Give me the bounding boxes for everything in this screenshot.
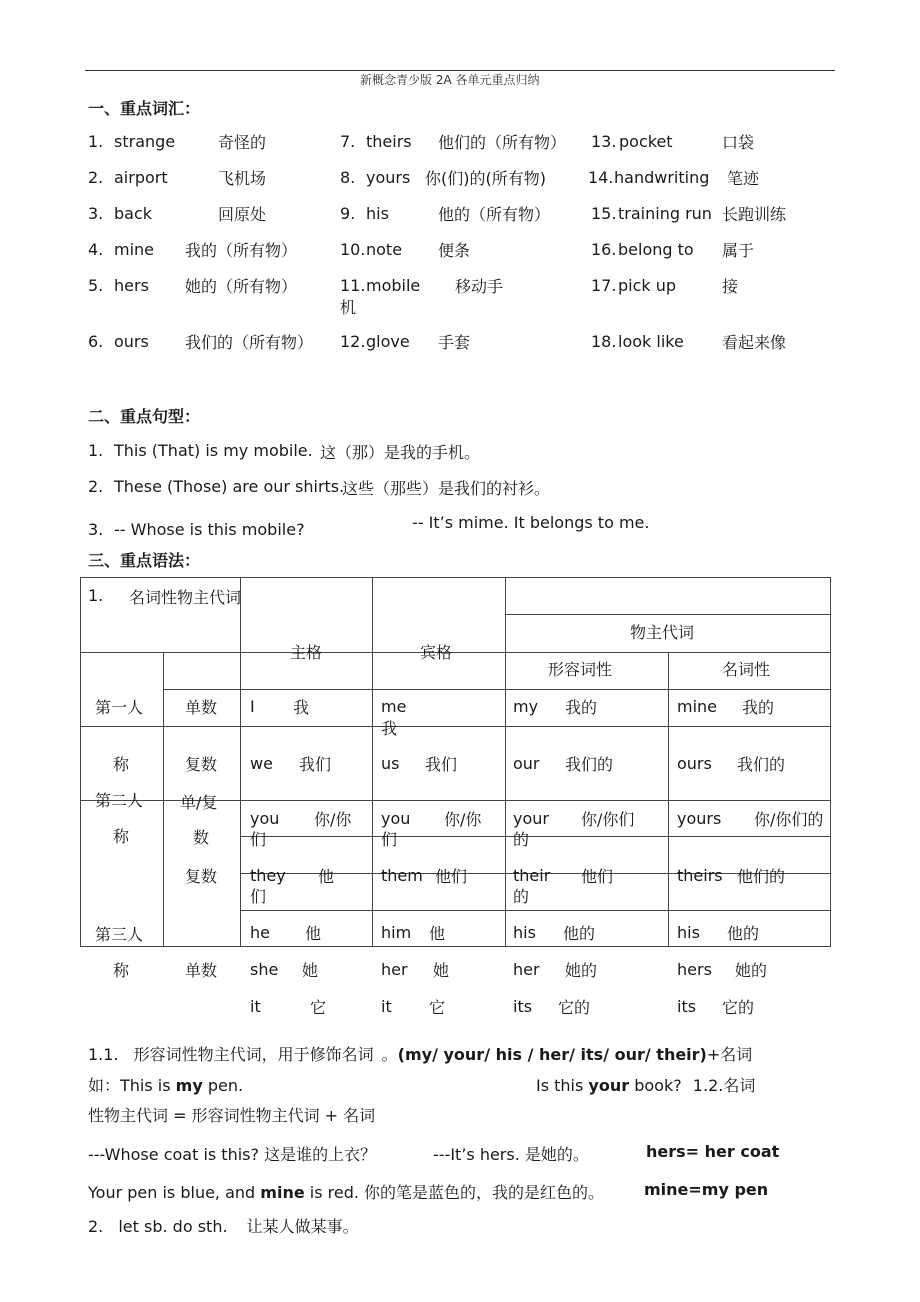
vocab-en: ours bbox=[114, 332, 149, 351]
vocab-en: glove bbox=[366, 332, 410, 351]
noun-en: yours bbox=[677, 809, 722, 828]
note-1-2-line2: 性物主代词 = 形容词性物主代词 + 名词 bbox=[88, 1106, 376, 1125]
object-zh: 我们 bbox=[425, 755, 458, 774]
object-en: us bbox=[381, 754, 400, 773]
adj-en: its bbox=[513, 997, 533, 1016]
vocab-en: pocket bbox=[619, 132, 673, 151]
subject-zh-wrap: 们 bbox=[250, 887, 267, 906]
vocab-en: yours bbox=[366, 168, 411, 187]
adj-zh: 她的 bbox=[565, 961, 598, 980]
header-subject: 主格 bbox=[290, 643, 323, 662]
table-caption: 名词性物主代词 bbox=[129, 588, 242, 607]
subject-en: he bbox=[250, 923, 270, 942]
example-2 bbox=[536, 1073, 755, 1096]
vocab-en: training run bbox=[618, 204, 712, 223]
object-zh-wrap: 们 bbox=[381, 830, 398, 849]
example-1-post: pen. bbox=[202, 1076, 244, 1095]
vocab-zh: 奇怪的 bbox=[218, 133, 267, 152]
noun-zh: 他们的 bbox=[737, 867, 786, 886]
vocab-en: theirs bbox=[366, 132, 412, 151]
subject-zh: 他 bbox=[318, 867, 335, 886]
person-second: 第二人 bbox=[95, 791, 144, 810]
noun-en: its bbox=[677, 997, 697, 1016]
adj-zh: 我的 bbox=[565, 698, 598, 717]
person-second-cont: 称 bbox=[113, 827, 130, 846]
table-border-right bbox=[830, 577, 831, 947]
section1-title: 一、重点词汇： bbox=[88, 99, 201, 118]
example-2-bold: your bbox=[588, 1076, 630, 1095]
noun-zh: 它的 bbox=[722, 998, 755, 1017]
noun-zh: 我们的 bbox=[737, 755, 786, 774]
example-1-pre: 如：This is bbox=[88, 1076, 176, 1095]
object-zh: 他们 bbox=[435, 867, 468, 886]
number-singular: 单数 bbox=[185, 698, 218, 717]
table-border-top bbox=[80, 577, 831, 578]
adj-en: our bbox=[513, 754, 540, 773]
noun-zh: 她的 bbox=[735, 961, 768, 980]
adj-en: her bbox=[513, 960, 540, 979]
vocab-num: 6. bbox=[88, 332, 104, 351]
sentence-num: 1. bbox=[88, 441, 104, 460]
subject-zh: 我们 bbox=[299, 755, 332, 774]
person-third-cont: 称 bbox=[113, 961, 130, 980]
vocab-num: 7. bbox=[340, 132, 356, 151]
number-both: 单/复 bbox=[180, 793, 218, 812]
vocab-zh: 笔迹 bbox=[727, 169, 760, 188]
number-plural: 复数 bbox=[185, 867, 218, 886]
table-border-bottom bbox=[80, 946, 831, 947]
vocab-zh: 手套 bbox=[438, 333, 471, 352]
document-header: 新概念青少版 2A 各单元重点归纳 bbox=[360, 73, 540, 87]
example-2-pre: Is this bbox=[536, 1076, 589, 1095]
person-third: 第三人 bbox=[95, 925, 144, 944]
dialog-2-bold: mine bbox=[260, 1183, 305, 1202]
vocab-num: 3. bbox=[88, 204, 104, 223]
object-en: me bbox=[381, 697, 407, 716]
dialog-2-pre: Your pen is blue, and bbox=[88, 1183, 261, 1202]
table-caption-num: 1. bbox=[88, 586, 104, 605]
table-col-rule bbox=[240, 577, 241, 947]
noun-en: his bbox=[677, 923, 700, 942]
vocab-en: mobile bbox=[366, 276, 421, 295]
subject-zh: 我 bbox=[293, 698, 310, 717]
subject-en: you bbox=[250, 809, 280, 828]
adj-zh: 他们 bbox=[581, 867, 614, 886]
vocab-num: 18. bbox=[591, 332, 617, 351]
example-1 bbox=[88, 1073, 243, 1096]
table-col-rule bbox=[163, 652, 164, 947]
object-en: them bbox=[381, 866, 423, 885]
vocab-zh: 她的（所有物） bbox=[185, 277, 298, 296]
object-zh: 他 bbox=[429, 924, 446, 943]
noun-en: hers bbox=[677, 960, 712, 979]
vocab-num: 10. bbox=[340, 240, 366, 259]
sentence-zh: 这些（那些）是我们的衬衫。 bbox=[342, 479, 551, 498]
table-rule bbox=[80, 652, 831, 653]
vocab-en: airport bbox=[114, 168, 168, 187]
subject-en: we bbox=[250, 754, 273, 773]
vocab-num: 13. bbox=[591, 132, 617, 151]
section2-title: 二、重点句型： bbox=[88, 407, 201, 426]
vocab-num: 12. bbox=[340, 332, 366, 351]
table-rule bbox=[240, 910, 831, 911]
vocab-en: belong to bbox=[618, 240, 694, 259]
noun-en: ours bbox=[677, 754, 712, 773]
subject-zh: 她 bbox=[302, 961, 319, 980]
object-en: it bbox=[381, 997, 392, 1016]
vocab-zh: 飞机场 bbox=[218, 169, 267, 188]
note-1-1-text: 形容词性物主代词，用于修饰名词 bbox=[133, 1045, 374, 1064]
vocab-num: 15. bbox=[591, 204, 617, 223]
subject-en: they bbox=[250, 866, 286, 885]
subject-en: it bbox=[250, 997, 261, 1016]
number-both-cont: 数 bbox=[193, 828, 210, 847]
vocab-zh: 接 bbox=[722, 277, 739, 296]
table-col-rule bbox=[372, 577, 373, 947]
example-2-post: book? bbox=[629, 1076, 682, 1095]
object-zh: 你/你 bbox=[444, 810, 482, 829]
vocab-en: look like bbox=[618, 332, 684, 351]
subject-zh: 你/你 bbox=[314, 810, 352, 829]
object-zh: 她 bbox=[433, 961, 450, 980]
adj-en: his bbox=[513, 923, 536, 942]
vocab-num: 5. bbox=[88, 276, 104, 295]
vocab-zh-wrap: 机 bbox=[340, 298, 357, 317]
vocab-en: strange bbox=[114, 132, 176, 151]
object-zh: 它 bbox=[429, 998, 446, 1017]
table-col-rule bbox=[668, 652, 669, 947]
section3-title: 三、重点语法： bbox=[88, 551, 201, 570]
adj-zh: 你/你们 bbox=[581, 810, 635, 829]
vocab-en: mine bbox=[114, 240, 155, 259]
note-1-1-bold: (my/ your/ his / her/ its/ our/ their) bbox=[397, 1045, 707, 1064]
object-en: him bbox=[381, 923, 412, 942]
object-zh: 我 bbox=[381, 719, 398, 738]
person-first: 第一人 bbox=[95, 698, 144, 717]
point-2-en: let sb. do sth. bbox=[118, 1217, 228, 1236]
vocab-en: hers bbox=[114, 276, 149, 295]
vocab-num: 11. bbox=[340, 276, 366, 295]
note-1-1-dot: 。 bbox=[381, 1045, 398, 1064]
vocab-zh: 便条 bbox=[438, 241, 471, 260]
point-2 bbox=[88, 1214, 359, 1237]
example-1-bold: my bbox=[175, 1076, 203, 1095]
sentence-zh: 这（那）是我的手机。 bbox=[320, 443, 481, 462]
object-en: her bbox=[381, 960, 408, 979]
adj-zh: 它的 bbox=[558, 998, 591, 1017]
dialog-2-equation: mine=my pen bbox=[644, 1180, 769, 1199]
point-2-num: 2. bbox=[88, 1217, 104, 1236]
adj-en: their bbox=[513, 866, 551, 885]
noun-en: mine bbox=[677, 697, 718, 716]
noun-en: theirs bbox=[677, 866, 723, 885]
sentence-answer: -- It’s mime. It belongs to me. bbox=[412, 513, 650, 532]
noun-zh: 你/你们的 bbox=[754, 810, 824, 829]
vocab-zh: 移动手 bbox=[455, 277, 504, 296]
dialog-1-answer: ---It’s hers. 是她的。 bbox=[433, 1145, 589, 1164]
sentence-en: This (That) is my mobile. bbox=[114, 441, 313, 460]
subject-zh: 它 bbox=[310, 998, 327, 1017]
note-1-1-prefix: 1.1. bbox=[88, 1045, 119, 1064]
table-border-left bbox=[80, 577, 81, 947]
vocab-zh: 我们的（所有物） bbox=[185, 333, 314, 352]
vocab-zh: 回原处 bbox=[218, 205, 267, 224]
subject-en: she bbox=[250, 960, 279, 979]
vocab-num: 9. bbox=[340, 204, 356, 223]
sentence-question: -- Whose is this mobile? bbox=[114, 520, 305, 539]
vocab-num: 1. bbox=[88, 132, 104, 151]
vocab-en: handwriting bbox=[614, 168, 710, 187]
adj-en: my bbox=[513, 697, 539, 716]
person-first-cont: 称 bbox=[113, 755, 130, 774]
vocab-en: note bbox=[366, 240, 403, 259]
table-rule bbox=[240, 836, 831, 837]
vocab-zh: 属于 bbox=[722, 241, 755, 260]
adj-zh-wrap: 的 bbox=[513, 830, 530, 849]
sentence-num: 3. bbox=[88, 520, 104, 539]
vocab-zh: 他们的（所有物） bbox=[438, 133, 567, 152]
vocab-zh: 你(们)的(所有物) bbox=[425, 169, 546, 188]
subject-zh-wrap: 们 bbox=[250, 830, 267, 849]
dialog-2 bbox=[88, 1180, 604, 1203]
vocab-zh: 我的（所有物） bbox=[185, 241, 298, 260]
adj-zh: 我们的 bbox=[565, 755, 614, 774]
adj-zh: 他的 bbox=[563, 924, 596, 943]
header-object: 宾格 bbox=[420, 643, 453, 662]
vocab-en: his bbox=[366, 204, 389, 223]
vocab-en: pick up bbox=[618, 276, 677, 295]
header-possessive: 物主代词 bbox=[630, 623, 695, 642]
sentence-en: These (Those) are our shirts. bbox=[114, 477, 345, 496]
vocab-num: 14. bbox=[588, 168, 614, 187]
vocab-zh: 口袋 bbox=[722, 133, 755, 152]
noun-zh: 我的 bbox=[742, 698, 775, 717]
sentence-num: 2. bbox=[88, 477, 104, 496]
vocab-num: 4. bbox=[88, 240, 104, 259]
note-1-1-tail: +名词 bbox=[706, 1045, 753, 1064]
note-1-2-prefix: 1.2.名词 bbox=[692, 1076, 756, 1095]
noun-zh: 他的 bbox=[727, 924, 760, 943]
vocab-num: 17. bbox=[591, 276, 617, 295]
note-1-1 bbox=[88, 1042, 752, 1065]
vocab-num: 16. bbox=[591, 240, 617, 259]
vocab-zh: 长跑训练 bbox=[722, 205, 787, 224]
adj-en: your bbox=[513, 809, 549, 828]
table-rule bbox=[505, 614, 831, 615]
number-plural: 复数 bbox=[185, 755, 218, 774]
table-rule bbox=[80, 726, 831, 727]
subject-zh: 他 bbox=[305, 924, 322, 943]
vocab-zh: 看起来像 bbox=[722, 333, 787, 352]
table-col-rule bbox=[505, 577, 506, 947]
number-singular: 单数 bbox=[185, 961, 218, 980]
dialog-2-post: is red. 你的笔是蓝色的，我的是红色的。 bbox=[304, 1183, 605, 1202]
object-en: you bbox=[381, 809, 411, 828]
table-rule bbox=[163, 689, 831, 690]
dialog-1-equation: hers= her coat bbox=[646, 1142, 780, 1161]
dialog-1-question: ---Whose coat is this? 这是谁的上衣？ bbox=[88, 1145, 377, 1164]
subject-en: I bbox=[250, 697, 255, 716]
vocab-zh: 他的（所有物） bbox=[438, 205, 551, 224]
vocab-num: 2. bbox=[88, 168, 104, 187]
point-2-zh: 让某人做某事。 bbox=[246, 1217, 359, 1236]
adj-zh-wrap: 的 bbox=[513, 887, 530, 906]
header-adjective: 形容词性 bbox=[548, 660, 613, 679]
vocab-num: 8. bbox=[340, 168, 356, 187]
vocab-en: back bbox=[114, 204, 153, 223]
header-noun: 名词性 bbox=[722, 660, 771, 679]
